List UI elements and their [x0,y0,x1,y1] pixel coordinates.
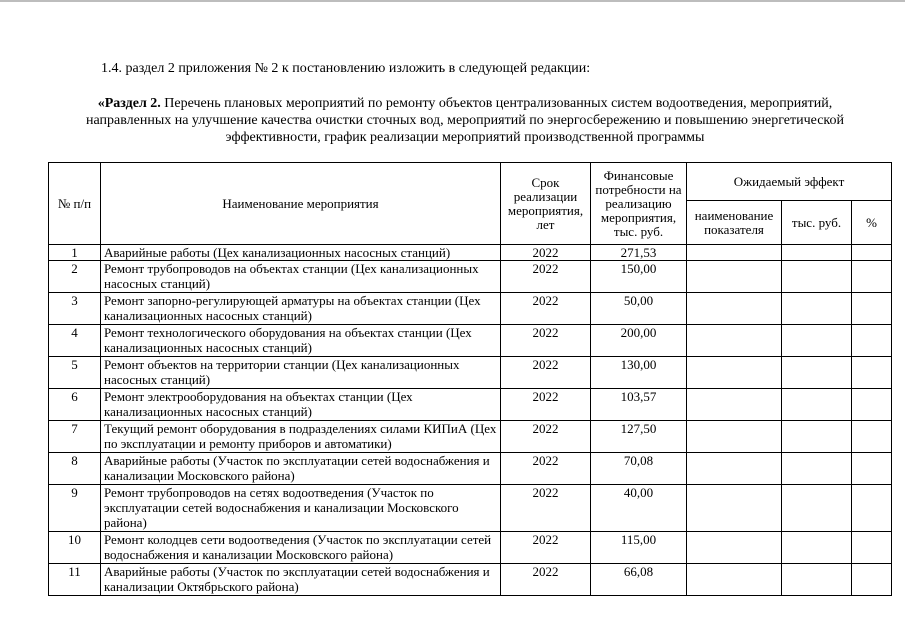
table-row [49,261,892,293]
row-number: 4 [49,325,101,357]
row-year: 2022 [501,453,591,485]
row-amount: 103,57 [591,389,687,421]
table-row [49,325,892,357]
table-row [49,357,892,389]
row-number: 3 [49,293,101,325]
row-percent-cell [852,261,892,293]
row-percent-cell [852,389,892,421]
header-percent: % [852,201,892,245]
row-number: 5 [49,357,101,389]
table-row [49,389,892,421]
row-thousand-cell [782,293,852,325]
row-number: 8 [49,453,101,485]
row-thousand-cell [782,564,852,596]
row-indicator-cell [687,357,782,389]
row-thousand-cell [782,453,852,485]
row-thousand-cell [782,325,852,357]
row-amount: 115,00 [591,532,687,564]
section-heading-label: «Раздел 2. [97,96,161,111]
row-year: 2022 [501,532,591,564]
row-indicator-cell [687,389,782,421]
row-percent-cell [852,245,892,261]
row-percent-cell [852,293,892,325]
row-year: 2022 [501,564,591,596]
row-amount: 130,00 [591,357,687,389]
header-finance: Финансовые потребности на реализацию мероприятия, тыс. руб. [591,163,687,245]
row-measure-name: Аварийные работы (Цех канализационных насосных станций) [101,245,501,261]
row-thousand-cell [782,485,852,532]
row-percent-cell [852,453,892,485]
table-row [49,485,892,532]
row-measure-name: Ремонт колодцев сети водоотведения (Участок по эксплуатации сетей водоснабжения и канализации Московского района) [101,532,501,564]
row-number: 1 [49,245,101,261]
row-indicator-cell [687,325,782,357]
header-indicator-name: наименование показателя [687,201,782,245]
row-indicator-cell [687,261,782,293]
section-heading-text: Перечень плановых мероприятий по ремонту объектов централизованных систем водоотведения, мероприятий, направленных на улучшение качества очистки сточных вод, мероприятий по энергосбережению и повышению энергетической эффективности, график реализации мероприятий производственной программы [85,96,844,145]
row-measure-name: Ремонт запорно-регулирующей арматуры на объектах станции (Цех канализационных насосных станций) [101,293,501,325]
row-amount: 271,53 [591,245,687,261]
row-measure-name: Ремонт электрооборудования на объектах станции (Цех канализационных насосных станций) [101,389,501,421]
header-term: Срок реализации мероприятия, лет [501,163,591,245]
row-indicator-cell [687,421,782,453]
header-expected-effect: Ожидаемый эффект [687,163,892,201]
row-thousand-cell [782,245,852,261]
table-row [49,421,892,453]
row-year: 2022 [501,325,591,357]
row-measure-name: Текущий ремонт оборудования в подразделениях силами КИПиА (Цех по эксплуатации и ремонту приборов и автоматики) [101,421,501,453]
row-measure-name: Ремонт трубопроводов на сетях водоотведения (Участок по эксплуатации сетей водоснабжения и канализации Московского района) [101,485,501,532]
row-thousand-cell [782,421,852,453]
row-year: 2022 [501,293,591,325]
row-year: 2022 [501,261,591,293]
table-row [49,293,892,325]
row-measure-name: Ремонт трубопроводов на объектах станции (Цех канализационных насосных станций) [101,261,501,293]
row-indicator-cell [687,245,782,261]
row-amount: 150,00 [591,261,687,293]
row-amount: 40,00 [591,485,687,532]
row-indicator-cell [687,293,782,325]
page-top-edge [0,0,905,2]
intro-paragraph: 1.4. раздел 2 приложения № 2 к постановлению изложить в следующей редакции: [101,61,591,76]
table-row [49,245,892,261]
row-indicator-cell [687,453,782,485]
row-number: 11 [49,564,101,596]
row-amount: 66,08 [591,564,687,596]
row-number: 2 [49,261,101,293]
row-amount: 127,50 [591,421,687,453]
table-row [49,564,892,596]
row-indicator-cell [687,532,782,564]
row-year: 2022 [501,245,591,261]
row-year: 2022 [501,421,591,453]
row-amount: 70,08 [591,453,687,485]
row-number: 9 [49,485,101,532]
row-measure-name: Ремонт технологического оборудования на объектах станции (Цех канализационных насосных станций) [101,325,501,357]
row-amount: 200,00 [591,325,687,357]
row-year: 2022 [501,485,591,532]
section-heading [60,95,870,146]
header-number: № п/п [49,163,101,245]
row-measure-name: Ремонт объектов на территории станции (Цех канализационных насосных станций) [101,357,501,389]
row-year: 2022 [501,389,591,421]
row-year: 2022 [501,357,591,389]
row-thousand-cell [782,389,852,421]
row-thousand-cell [782,532,852,564]
row-thousand-cell [782,261,852,293]
row-measure-name: Аварийные работы (Участок по эксплуатации сетей водоснабжения и канализации Октябрьского района) [101,564,501,596]
row-percent-cell [852,421,892,453]
row-percent-cell [852,357,892,389]
row-percent-cell [852,325,892,357]
row-percent-cell [852,532,892,564]
row-indicator-cell [687,564,782,596]
row-amount: 50,00 [591,293,687,325]
row-indicator-cell [687,485,782,532]
table-row [49,532,892,564]
header-measure-name: Наименование мероприятия [101,163,501,245]
row-thousand-cell [782,357,852,389]
row-number: 10 [49,532,101,564]
measures-table [48,162,892,596]
table-row [49,453,892,485]
row-measure-name: Аварийные работы (Участок по эксплуатации сетей водоснабжения и канализации Московского района) [101,453,501,485]
row-number: 7 [49,421,101,453]
row-percent-cell [852,564,892,596]
row-percent-cell [852,485,892,532]
row-number: 6 [49,389,101,421]
header-thousand-rub: тыс. руб. [782,201,852,245]
